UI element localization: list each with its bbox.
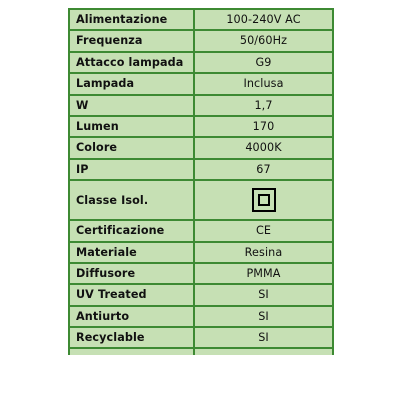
spec-label: Diffusore	[69, 263, 194, 284]
spec-value: SI	[194, 327, 333, 348]
spec-value: 4000K	[194, 137, 333, 158]
spec-label: Lampada	[69, 73, 194, 94]
table-row	[69, 242, 333, 263]
table-row	[69, 116, 333, 137]
spec-value: SI	[194, 306, 333, 327]
table-row	[69, 284, 333, 305]
table-row	[69, 95, 333, 116]
spec-value: 67	[194, 159, 333, 180]
table-row	[69, 180, 333, 220]
spec-label: Colore	[69, 137, 194, 158]
spec-label: Antiurto	[69, 306, 194, 327]
table-row	[69, 327, 333, 348]
table-row	[69, 306, 333, 327]
table-row-partial	[69, 348, 333, 355]
spec-table	[68, 8, 334, 355]
spec-value	[194, 180, 333, 220]
table-row	[69, 220, 333, 241]
spec-label: Materiale	[69, 242, 194, 263]
spec-label: IP	[69, 159, 194, 180]
spec-value: 170	[194, 116, 333, 137]
spec-value: 100-240V AC	[194, 9, 333, 30]
spec-value: G9	[194, 52, 333, 73]
table-row	[69, 159, 333, 180]
double-insulation-class-ii-icon	[252, 188, 276, 212]
spec-label: Classe Isol.	[69, 180, 194, 220]
spec-value: SI	[194, 284, 333, 305]
spec-value: Inclusa	[194, 73, 333, 94]
spec-value: 1,7	[194, 95, 333, 116]
spec-value: Resina	[194, 242, 333, 263]
spec-label: Frequenza	[69, 30, 194, 51]
spec-label-empty	[69, 348, 194, 355]
spec-label: Attacco lampada	[69, 52, 194, 73]
table-row	[69, 9, 333, 30]
table-row	[69, 30, 333, 51]
table-row	[69, 137, 333, 158]
spec-label: Alimentazione	[69, 9, 194, 30]
spec-label: W	[69, 95, 194, 116]
spec-label: Lumen	[69, 116, 194, 137]
table-row	[69, 52, 333, 73]
table-row	[69, 263, 333, 284]
table-row	[69, 73, 333, 94]
spec-label: Recyclable	[69, 327, 194, 348]
spec-label: UV Treated	[69, 284, 194, 305]
spec-value: CE	[194, 220, 333, 241]
spec-label: Certificazione	[69, 220, 194, 241]
spec-value: 50/60Hz	[194, 30, 333, 51]
spec-value-empty	[194, 348, 333, 355]
spec-value: PMMA	[194, 263, 333, 284]
